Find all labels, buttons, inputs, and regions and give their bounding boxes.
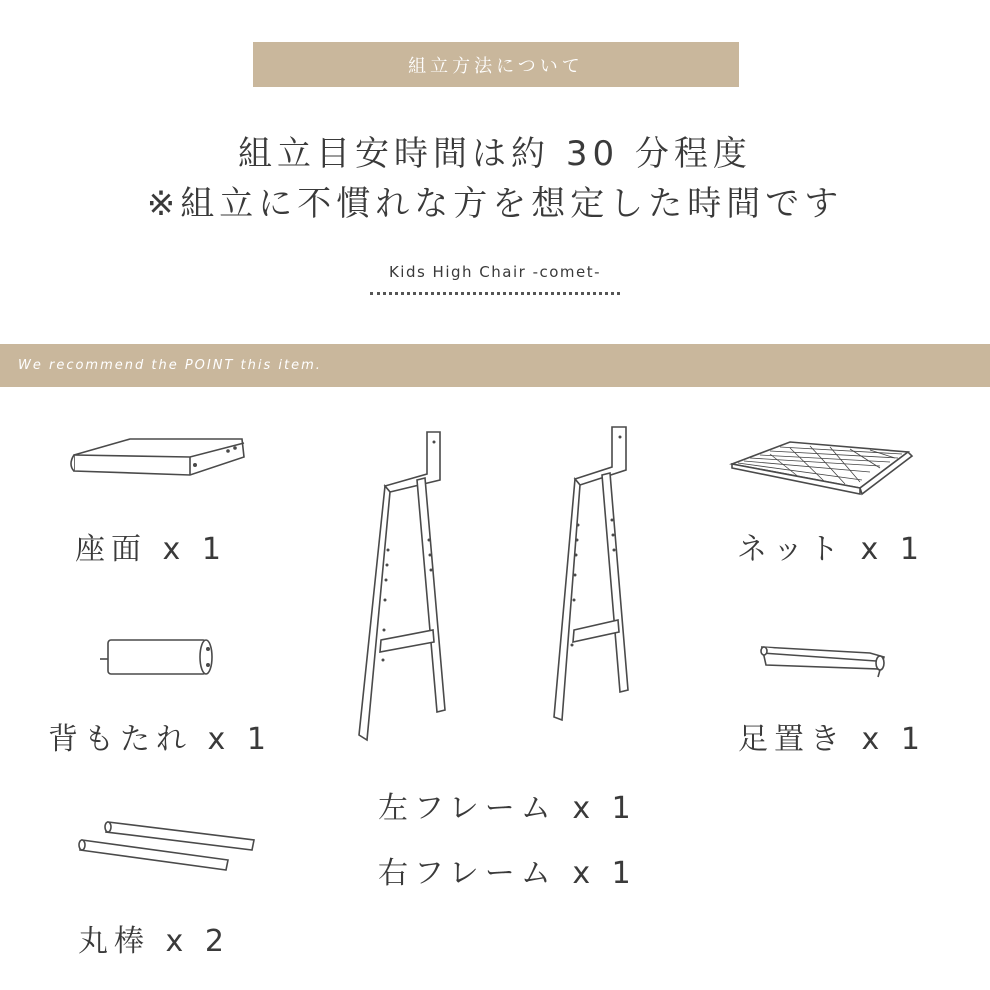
dotted-divider	[370, 292, 620, 295]
right-frame-label: 右フレーム x 1	[378, 856, 637, 891]
net-illustration	[730, 438, 915, 498]
assembly-time-text: 組立目安時間は約 30 分程度	[238, 134, 752, 174]
left-frame-label: 左フレーム x 1	[378, 791, 637, 826]
section-title: 組立方法について	[408, 55, 584, 77]
net-label: ネット x 1	[737, 532, 925, 567]
recommend-text: We recommend the POINT this item.	[18, 358, 322, 373]
seat-illustration	[70, 435, 250, 485]
rods-label: 丸棒 x 2	[78, 924, 230, 959]
backrest-label: 背もたれ x 1	[48, 722, 272, 757]
footrest-label: 足置き x 1	[738, 722, 926, 757]
footrest-illustration	[760, 643, 890, 681]
left-frame-illustration	[355, 430, 455, 745]
seat-label: 座面 x 1	[75, 532, 227, 567]
backrest-illustration	[100, 635, 220, 680]
rods-illustration	[78, 820, 258, 875]
right-frame-illustration	[550, 425, 640, 725]
assembly-time-note: ※組立に不慣れな方を想定した時間です	[146, 184, 844, 224]
recommend-strip	[0, 344, 990, 387]
section-title-banner	[253, 42, 739, 87]
product-name: Kids High Chair -comet-	[388, 263, 602, 281]
